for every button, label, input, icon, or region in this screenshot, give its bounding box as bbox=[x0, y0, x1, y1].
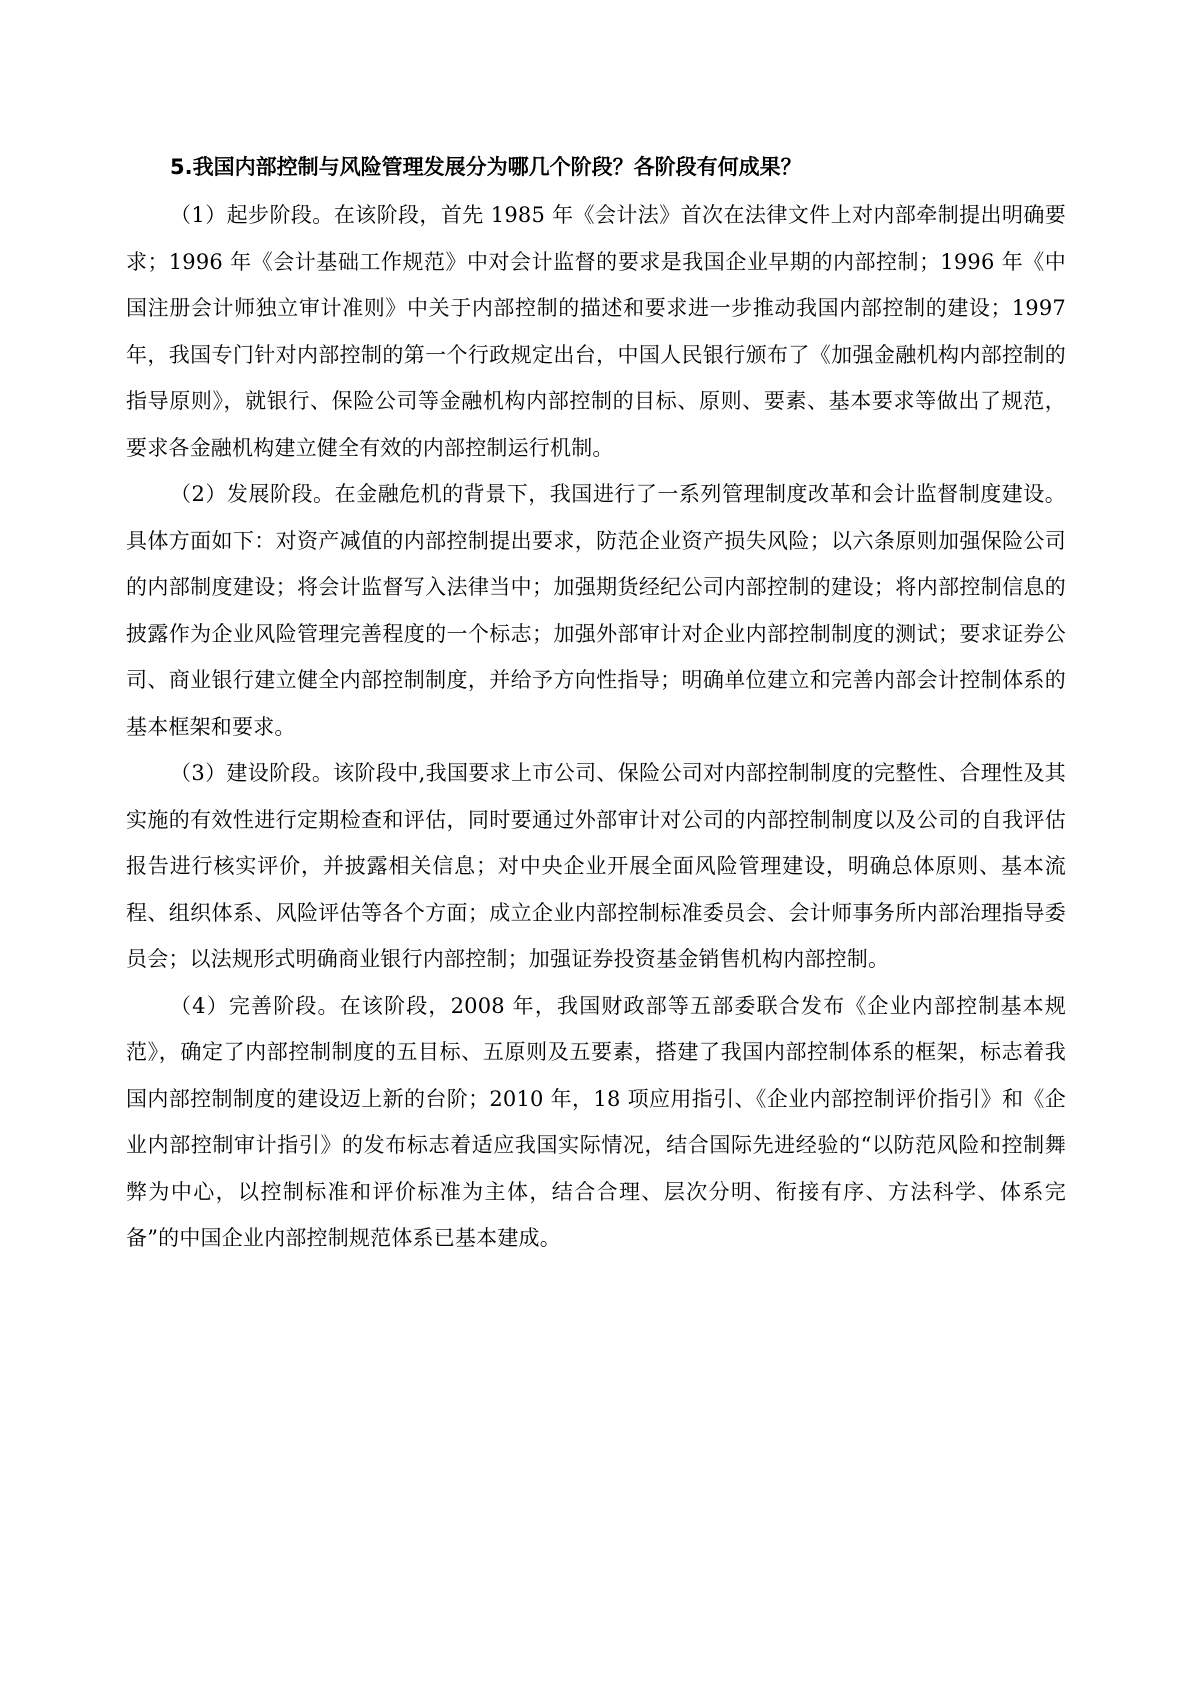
paragraph-stage-1: （1）起步阶段。在该阶段，首先 1985 年《会计法》首次在法律文件上对内部牵制提出明确要求；1996 年《会计基础工作规范》中对会计监督的要求是我国企业早期的内部控制；1996 年《中国注册会计师独立审计准则》中关于内部控制的描述和要求进一步推动我国内部控制的建设；1997 年，我国专门针对内部控制的第一个行政规定出台，中国人民银行颁布了《加强金融机构内部控制的指导原则》，就银行、保险公司等金融机构内部控制的目标、原则、要素、基本要求等做出了规范，要求各金融机构建立健全有效的内部控制运行机制。 bbox=[126, 203, 1066, 460]
paragraph-stage-4: （4）完善阶段。在该阶段，2008 年，我国财政部等五部委联合发布《企业内部控制基本规范》，确定了内部控制制度的五目标、五原则及五要素，搭建了我国内部控制体系的框架，标志着我国内部控制制度的建设迈上新的台阶；2010 年，18 项应用指引、《企业内部控制评价指引》和《企业内部控制审计指引》的发布标志着适应我国实际情况，结合国际先进经验的“以防范风险和控制舞弊为中心，以控制标准和评价标准为主体，结合合理、层次分明、衔接有序、方法科学、体系完备”的中国企业内部控制规范体系已基本建成。 bbox=[126, 993, 1066, 1250]
paragraph-stage-3: （3）建设阶段。该阶段中,我国要求上市公司、保险公司对内部控制制度的完整性、合理性及其实施的有效性进行定期检查和评估，同时要通过外部审计对公司的内部控制制度以及公司的自我评估报告进行核实评价，并披露相关信息；对中央企业开展全面风险管理建设，明确总体原则、基本流程、组织体系、风险评估等各个方面；成立企业内部控制标准委员会、会计师事务所内部治理指导委员会；以法规形式明确商业银行内部控制；加强证券投资基金销售机构内部控制。 bbox=[126, 761, 1066, 971]
question-heading: 5.我国内部控制与风险管理发展分为哪几个阶段？各阶段有何成果？ bbox=[170, 155, 802, 179]
paragraph-stage-2: （2）发展阶段。在金融危机的背景下，我国进行了一系列管理制度改革和会计监督制度建设。具体方面如下：对资产减值的内部控制提出要求，防范企业资产损失风险；以六条原则加强保险公司的内部制度建设；将会计监督写入法律当中；加强期货经纪公司内部控制的建设；将内部控制信息的披露作为企业风险管理完善程度的一个标志；加强外部审计对企业内部控制制度的测试；要求证券公司、商业银行建立健全内部控制制度，并给予方向性指导；明确单位建立和完善内部会计控制体系的基本框架和要求。 bbox=[126, 482, 1066, 739]
document-page bbox=[126, 150, 1066, 1262]
